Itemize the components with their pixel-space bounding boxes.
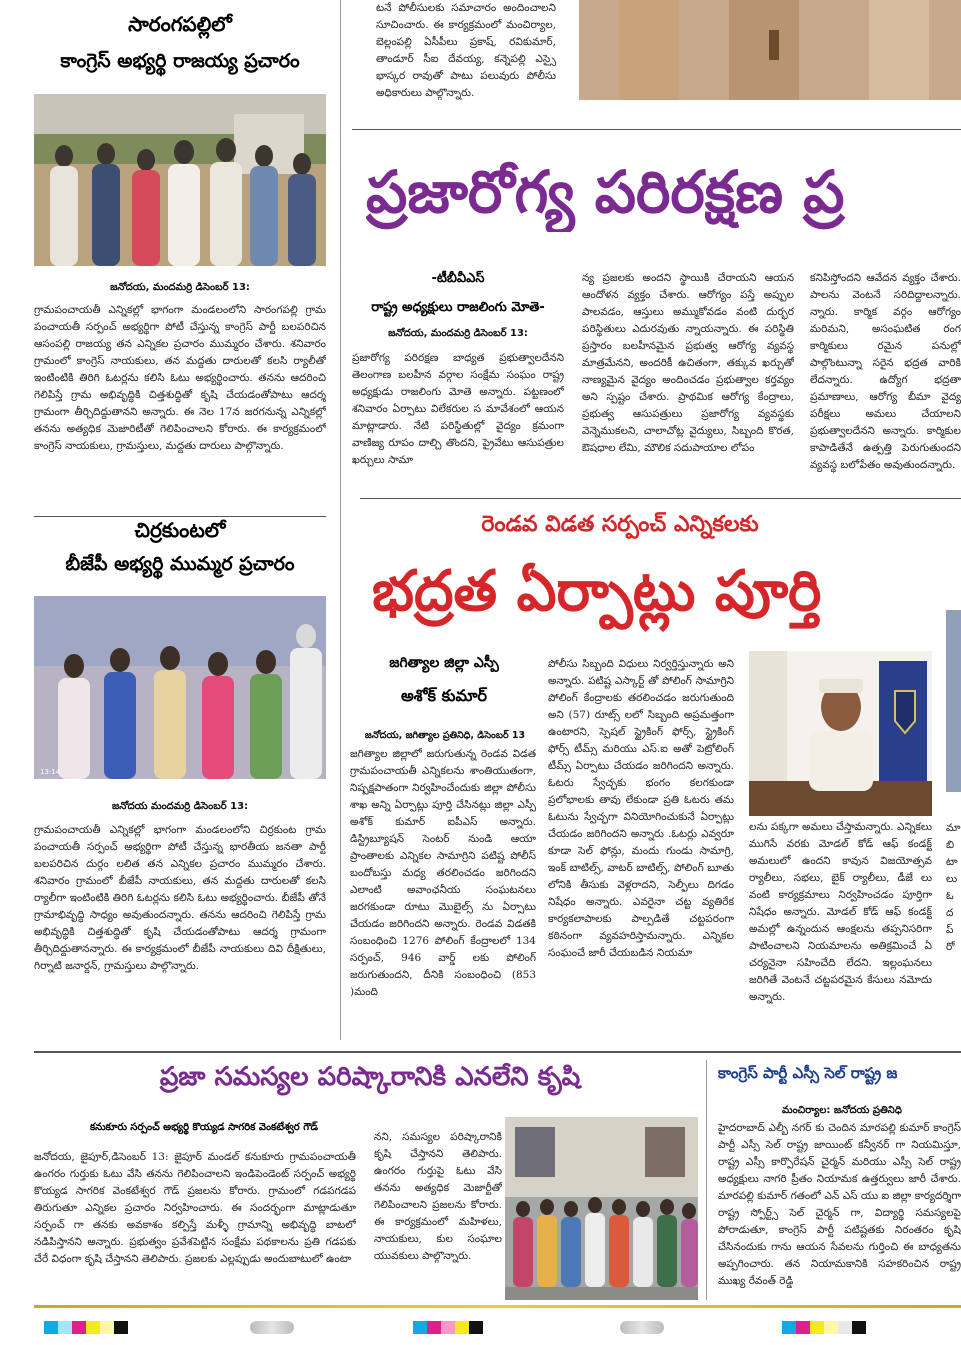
story3-kicker: చిర్రకుంటలో	[134, 518, 226, 542]
reg-swatch	[810, 1321, 824, 1334]
reg-swatch	[838, 1321, 852, 1334]
story6-headline: కాంగ్రెస్ పార్టీ ఎస్సీ సెల్ రాష్ట్ర జ	[718, 1064, 898, 1082]
campaign-crowd-photo	[34, 94, 326, 266]
story2-byline-org: -టీబీవీఎస్	[431, 271, 485, 286]
registration-bar-right	[782, 1321, 866, 1334]
story5-col1: జనోదయ, జైపూర్,డిసెంబర్ 13: జైపూర్ మండల్ కనుకూరు గ్రామపంచాయతీ ఉంగరం గుర్తుకు ఓటు వేసి తనను గెలిపించాలని ఇండిపెండెంట్ సర్పంచ్ అభ్యర్థి కొయ్యడ సాగరిక వెంకటేశ్వర గౌడ్ ప్రజలను కోరారు. గ్రామంలో గడపగడప తిరుగుతూ ఎన్నికల ప్రచారం నిర్వహించారు. ఈ సందర్భంగా మాట్లాడుతూ సర్పంచ్ గా తనకు అవకాశం కల్పిస్తే మళ్ళీ గ్రామాన్ని అభివృద్ధి బాటలో నడిపిస్తానని అన్నారు. ప్రభుత్వం ప్రవేశపెట్టిన సంక్షేమ పథకాలను ప్రతి గడపకు చేరే విధంగా కృషి చేస్తానని తెలిపారు. ప్రజలకు ఎల్లప్పుడు అందుబాటులో ఉంటా	[34, 1151, 356, 1265]
reg-swatch	[86, 1321, 100, 1334]
divider-vertical-bottom	[706, 1060, 707, 1300]
divider-top	[352, 129, 961, 130]
right-edge-photo	[946, 610, 961, 792]
story1-photo	[34, 94, 326, 266]
story6-dateline: మంచిర్యాల: జనోదయ ప్రతినిధి	[782, 1105, 902, 1116]
story1-body: గ్రామపంచాయతీ ఎన్నికల్లో భాగంగా మండలంలోని సారంగపల్లి గ్రామ పంచాయతీ సర్పంచ్ అభ్యర్థిగా పోటీ చేస్తున్న కాంగ్రెస్ పార్టీ బలపరిచిన ఆసంపల్లి రాజయ్య తన ఎన్నికల ప్రచారం ముమ్మరం చేశారు. శనివారం గ్రామంలో కాంగ్రెస్ నాయకులు, తన మద్దతు దారులతో కలసి ర్యాలీతో ఇంటింటికి తిరిగి ఓటర్లను కలిసి ఓటు అభ్యర్థించారు. తనను ఆదరించి గెలిపిస్తే గ్రామ అభివృద్ధికి చిత్తశుద్ధితో కృషి చేయడంతోపాటు ఆదర్శ గ్రామంగా తీర్చిదిద్దుతానని అన్నారు. ఈ నెల 17న జరగనున్న ఎన్నికల్లో తనను అత్యధిక మెజారిటీతో గెలిపించాలని కోరారు. ఈ కార్యక్రమంలో కాంగ్రెస్ నాయకులు, గ్రామస్తులు, మద్దతు దారులు పాల్గొన్నారు.	[34, 304, 326, 452]
story4-col1: జగిత్యాల జిల్లాలో జరుగుతున్న రెండవ విడత గ్రామపంచాయతీ ఎన్నికలను శాంతియుతంగా, నిష్పక్షపాతంగా నిర్వహించేందుకు జిల్లా పోలీసు శాఖ అన్ని ఏర్పాట్లు పూర్తి చేసినట్లు జిల్లా ఎస్పీ అశోక్ కుమార్ ఐపీఎస్ అన్నారు. డిస్ట్రిబ్యూషన్ సెంటర్ నుండి ఆయా ప్రాంతాలకు ఎన్నికల సామాగ్రిని పటిష్ట పోలీస్ బందోబస్తు మధ్య తరలించడం జరిగిందని ఎలాంటి అవాంఛనీయ సంఘటనలు జరగకుండా రూటు మొబైల్స్ ను ఏర్పాటు చేయడం జరిగిందని అన్నారు. రెండవ విడతకి సంబంధించి 1276 పోలింగ్ కేంద్రాలలో 134 సర్పంచ్, 946 వార్డ్ లకు పోలింగ్ జరుగుతుందని, దీనికి సంబంధించి (853 )మంది	[350, 748, 536, 998]
story4-byline-name: అశోక్ కుమార్	[400, 686, 488, 705]
reg-swatch	[852, 1321, 866, 1334]
story5-headline: ప్రజా సమస్యల పరిష్కారానికి ఎనలేని కృషి	[159, 1062, 581, 1092]
women-campaign-photo	[34, 596, 326, 779]
story5-byline: కనుకూరు సర్పంచ్ అభ్యర్థి కొయ్యడ సాగరిక వెంకటేశ్వర గౌడ్	[89, 1122, 319, 1133]
registration-pill-left	[250, 1321, 294, 1334]
right-strip-body: మా బి టా లు ఓ ద ప్ రో	[946, 822, 961, 953]
story3-photo-caption: జనోదయ మందమర్రి డిసెంబర్ 13:	[111, 801, 249, 812]
reg-swatch	[469, 1321, 483, 1334]
reg-swatch	[72, 1321, 86, 1334]
divider-mid-left	[34, 516, 326, 517]
story1-photo-caption: జనోదయ, మందమర్రి డిసెంబర్ 13:	[110, 282, 250, 293]
divider-vertical-left	[340, 0, 341, 1040]
reg-swatch	[441, 1321, 455, 1334]
reg-swatch	[413, 1321, 427, 1334]
story3-headline: బీజేపీ అభ్యర్థి ముమ్మర ప్రచారం	[65, 553, 295, 575]
story4-kicker: రెండవ విడత సర్పంచ్ ఎన్నికలకు	[481, 512, 759, 537]
story4-byline-place: జగిత్యాల జిల్లా ఎస్పీ	[389, 655, 499, 671]
story2-col2: న్య ప్రజలకు అందని స్థాయికి చేరాయని ఆయన ఆందోళన వ్యక్తం చేశారు. ఆరోగ్యం పస్తే అప్పుల పాలవడం, ఆస్తులు అమ్ముకోవడం వంటి దుర్భర పరిస్థితులు ఎదురవుతు న్నాయన్నారు. ఈ పరిస్థితి ప్రస్తారం బలహీనమైన ప్రభుత్వ ఆరోగ్య వ్యవస్థ మాత్రమేనని, అందరికీ ఉచితంగా, తక్కువ ఖర్చుతో నాణ్యమైన వైద్యం అందించడం ప్రభుత్వాల కర్తవ్యం అని స్పష్టం చేశారు. ప్రాథమిక ఆరోగ్య కేంద్రాలు, ప్రభుత్వ ఆసుపత్రులు ప్రజారోగ్య వ్యవస్థకు వెన్నెముకలని, చాలాచోట్ల వైద్యులు, సిబ్బంది కొరత, ఔషధాల లేమి, మౌలిక సదుపాయాల లోపం	[582, 272, 794, 454]
reg-swatch	[114, 1321, 128, 1334]
police-officer-portrait	[749, 651, 932, 816]
villagers-group-photo	[505, 1117, 698, 1300]
story4-headline: భద్రత ఏర్పాట్లు పూర్తి	[372, 559, 822, 624]
story4-col2: పోలీసు సిబ్బంది విధులు నిర్వర్తిస్తున్నారు అని అన్నారు. పటిష్ట ఎస్కార్ట్ తో పోలింగ్ సామాగ్రిని పోలింగ్ కేంద్రాలకు తరలించడం జరుగుతుంది అని (57) రూట్స్ లలో సిబ్బంది అప్రమత్తంగా ఉంటారని, స్పెషల్ స్ట్రైకింగ్ ఫోర్స్, స్ట్రైకింగ్ ఫోర్స్ టీమ్స్ మరియు ఎస్.ఐ అతో పెట్రోలింగ్ టీమ్స్ ఏర్పాటు చేయడం జరిగిందని అన్నారు. ఓటరు స్వేచ్ఛకు భంగం కలగకుండా ప్రలోభాలకు తావు లేకుండా ప్రతి ఓటరు తమ ఓటును స్వేచ్ఛగా వినియోగించుకునే ఏర్పాట్లు చేయడం జరిగిందని అన్నారు .ఓటర్లు ఎవ్వరూ కూడా సెల్ ఫోన్లు, మందు గుండు సామాగ్రి, ఇంక్ బాటిల్స్, వాటర్ బాటిల్స్, పోలింగ్ బూతు లోనికి తీసుకు వెళ్లరాదని, సెల్ఫీలు దిగడం నిషేధం అన్నారు. ఎవరైనా చట్ట వ్యతిరేక కార్యకలాపాలకు పాల్పడితే చట్టపరంగా కఠినంగా వ్యవహరిస్తామన్నారు. ఎన్నికల సంఘంచే జారీ చేయబడిన నియమా	[548, 658, 734, 959]
story2-col1: ప్రజారోగ్య పరిరక్షణ బాధ్యత ప్రభుత్వాలదేనని తెలంగాణ బలహీన వర్గాల సంక్షేమ సంఘం రాష్ట్ర అధ్యక్షుడు రాజలింగు మోతె అన్నారు. పట్టణంలో శనివారం ఏర్పాటు విలేకరుల స మావేశంలో ఆయన మాట్లాడారు. నేటి పరిస్థితుల్లో వైద్యం క్రమంగా వాణిజ్య రూపం దాల్చి తొందని, ప్రైవేటు ఆసుపత్రుల ఖర్చులు సామా	[352, 352, 564, 466]
reg-swatch	[100, 1321, 114, 1334]
reg-swatch	[796, 1321, 810, 1334]
story5-col2: నని, సమస్యల పరిష్కారానికి కృషి చేస్తానని తెలిపారు. ఉంగరం గుర్తుపై ఓటు వేసి తనను అత్యధిక మెజార్టీతో గెలిపించాలని ప్రజలను కోరారు. ఈ కార్యక్రమంలో మహిళలు, నాయకులు, కుల సంఘాల యువకులు పాల్గొన్నారు.	[374, 1131, 502, 1262]
story4-col3: లను పక్కగా అమలు చేస్తామన్నారు. ఎన్నికలు ముగిసే వరకు మోడల్ కోడ్ ఆఫ్ కండక్ట్ అమలులో ఉందని కావున విజయోత్సవ ర్యాలీలు, సభలు, బైక్ ర్యాలీలు, డీజే లు వంటి కార్యక్రమాలు నిర్వహించడం పూర్తిగా నిషేధం అన్నారు. మోడల్ కోడ్ ఆఫ్ కండక్ట్ అమల్లో ఉన్నందున ఆంక్షలను తప్పనిసరిగా పాటించాలని నియమాలను అతిక్రమించే ఏ చర్యనైనా సహించేది లేదని. ఇల్లంఘనలు జరిగితే వెంటనే చట్టపరమైన కేసులు నమోదు అన్నారు.	[749, 821, 932, 1003]
story2-headline: ప్రజారోగ్య పరిరక్షణ ప్ర	[366, 158, 845, 226]
story1-kicker: సారంగపల్లిలో	[128, 12, 232, 36]
police-officers-photo	[579, 0, 961, 100]
registration-pill-right	[620, 1321, 664, 1334]
story2-col3: కనిపిస్తోందని ఆవేదన వ్యక్తం చేశారు. పాలను వెంటనే సరిదిద్దాలన్నారు. న్నారు. కార్మిక వర్గం ఆరోగ్యం మరిమని, అసంఘటిత రంగ కార్మికులు రమైన పనుల్లో పాల్గొంటున్నా సరైన భద్రత వారికి లేదన్నారు. ఉద్యోగ భద్రతా ప్రమాణాలు, ఆరోగ్య బీమా వైద్య పరీక్షలు అమలు చేయాలని ప్రభుత్వాలదేనని అన్నారు. కార్మికుల కాపాడితేనే ఉత్పత్తి పెరుగుతుందని వ్యవస్థ బలోపేతం అవుతుందన్నారు.	[810, 272, 961, 471]
story4-dateline: జనోదయ, జగిత్యాల ప్రతినిధి, డిసెంబర్ 13	[364, 730, 526, 741]
reg-swatch	[483, 1321, 497, 1334]
reg-swatch	[44, 1321, 58, 1334]
reg-swatch	[427, 1321, 441, 1334]
story2-dateline: జనోదయ, మందమర్రి డిసెంబర్ 13:	[388, 328, 528, 339]
reg-swatch	[782, 1321, 796, 1334]
story1-headline: కాంగ్రెస్ అభ్యర్థి రాజయ్య ప్రచారం	[60, 50, 300, 72]
reg-swatch	[58, 1321, 72, 1334]
registration-bar-center	[413, 1321, 497, 1334]
story6-body: హైదరాబాద్ ఎల్బీ నగర్ కు చెందిన మారపల్లి కుమార్ కాంగ్రెస్ పార్టీ ఎస్సీ సెల్ రాష్ట్ర జాయింట్ కన్వీనర్ గా నియమిస్తూ, రాష్ట్ర ఎస్సీ కార్పొరేషన్ చైర్మన్ మరియు ఎస్సీ సెల్ రాష్ట్ర అధ్యక్షులు నాగరి ప్రీతం నియామక ఉత్తర్వులు జారీ చేశారు. మారపల్లి కుమార్ గతంలో ఎన్ ఎస్ యు ఐ జిల్లా కార్యదర్శిగా రాష్ట్ర స్పోర్ట్స్ సెల్ చైర్మన్ గా, విద్యార్థి సమస్యలపై పోరాడుతూ, కాంగ్రెస్ పార్టీ పటిష్టతకు నిరంతరం కృషి చేసినందుకు గాను ఆయన సేవలను గుర్తించి ఈ బాధ్యతను అప్పగించారు. తన నియామకానికి సహకరించిన రాష్ట్ర ముఖ్య రేవంత్ రెడ్డి	[718, 1122, 961, 1287]
divider-mid-right	[360, 498, 961, 499]
story2-byline-name: రాష్ట్ర అధ్యక్షులు రాజలింగు మోతె-	[371, 300, 545, 315]
sp-portrait-photo	[749, 651, 932, 816]
story5-photo	[505, 1117, 698, 1300]
story3-photo	[34, 596, 326, 779]
footer-stripe	[34, 1305, 961, 1308]
reg-swatch	[824, 1321, 838, 1334]
story3-body: గ్రామపంచాయతీ ఎన్నికల్లో భాగంగా మండలంలోని చిర్రకుంట గ్రామ పంచాయతీ సర్పంచ్ అభ్యర్థిగా పోటీ చేస్తున్న భారతీయ జనతా పార్టీ బలపరిచిన దుర్గం లలిత తన ఎన్నికల ప్రచారం ముమ్మరం చేశారు. శనివారం గ్రామంలో బీజేపీ నాయకులు, తన మద్దతు దారులతో కలసి ర్యాలీగా ఇంటింటికి తిరిగి ఓటర్లను కలిసి ఓటు అభ్యర్థించారు. బీజేపీ తోనే గ్రామాభివృద్ధి సాధ్యం అవుతుందన్నారు. తనను ఆదరించి గెలిపిస్తే గ్రామ అభివృద్ధికి చిత్తశుద్ధితో కృషి చేయడంతోపాటు ఆదర్శ గ్రామంగా తీర్చిదిద్దుతానన్నారు. ఈ కార్యక్రమంలో బీజేపీ నాయకులు దివి దీక్షితులు, గిర్నాటి జనార్దన్, గ్రామస్తులు పాల్గొన్నారు.	[34, 824, 326, 972]
photo-timestamp: 13:14	[40, 768, 61, 776]
police-officers-image	[579, 0, 961, 100]
top-continuation-body: టనే పోలీసులకు సమాచారం అందించాలని సూచించారు. ఈ కార్యక్రమంలో మంచిర్యాల, బెల్లంపల్లి ఏసీపీలు ప్రకాష్, రవికుమార్, తాండూర్ సీఐ దేవయ్య, కన్నెపల్లి ఎస్సై భాస్కర రావుతో పాటు పలువురు పోలీసు అధికారులు పాల్గొన్నారు.	[376, 2, 556, 99]
divider-lower	[34, 1051, 961, 1053]
registration-bar-left	[44, 1321, 128, 1334]
reg-swatch	[455, 1321, 469, 1334]
